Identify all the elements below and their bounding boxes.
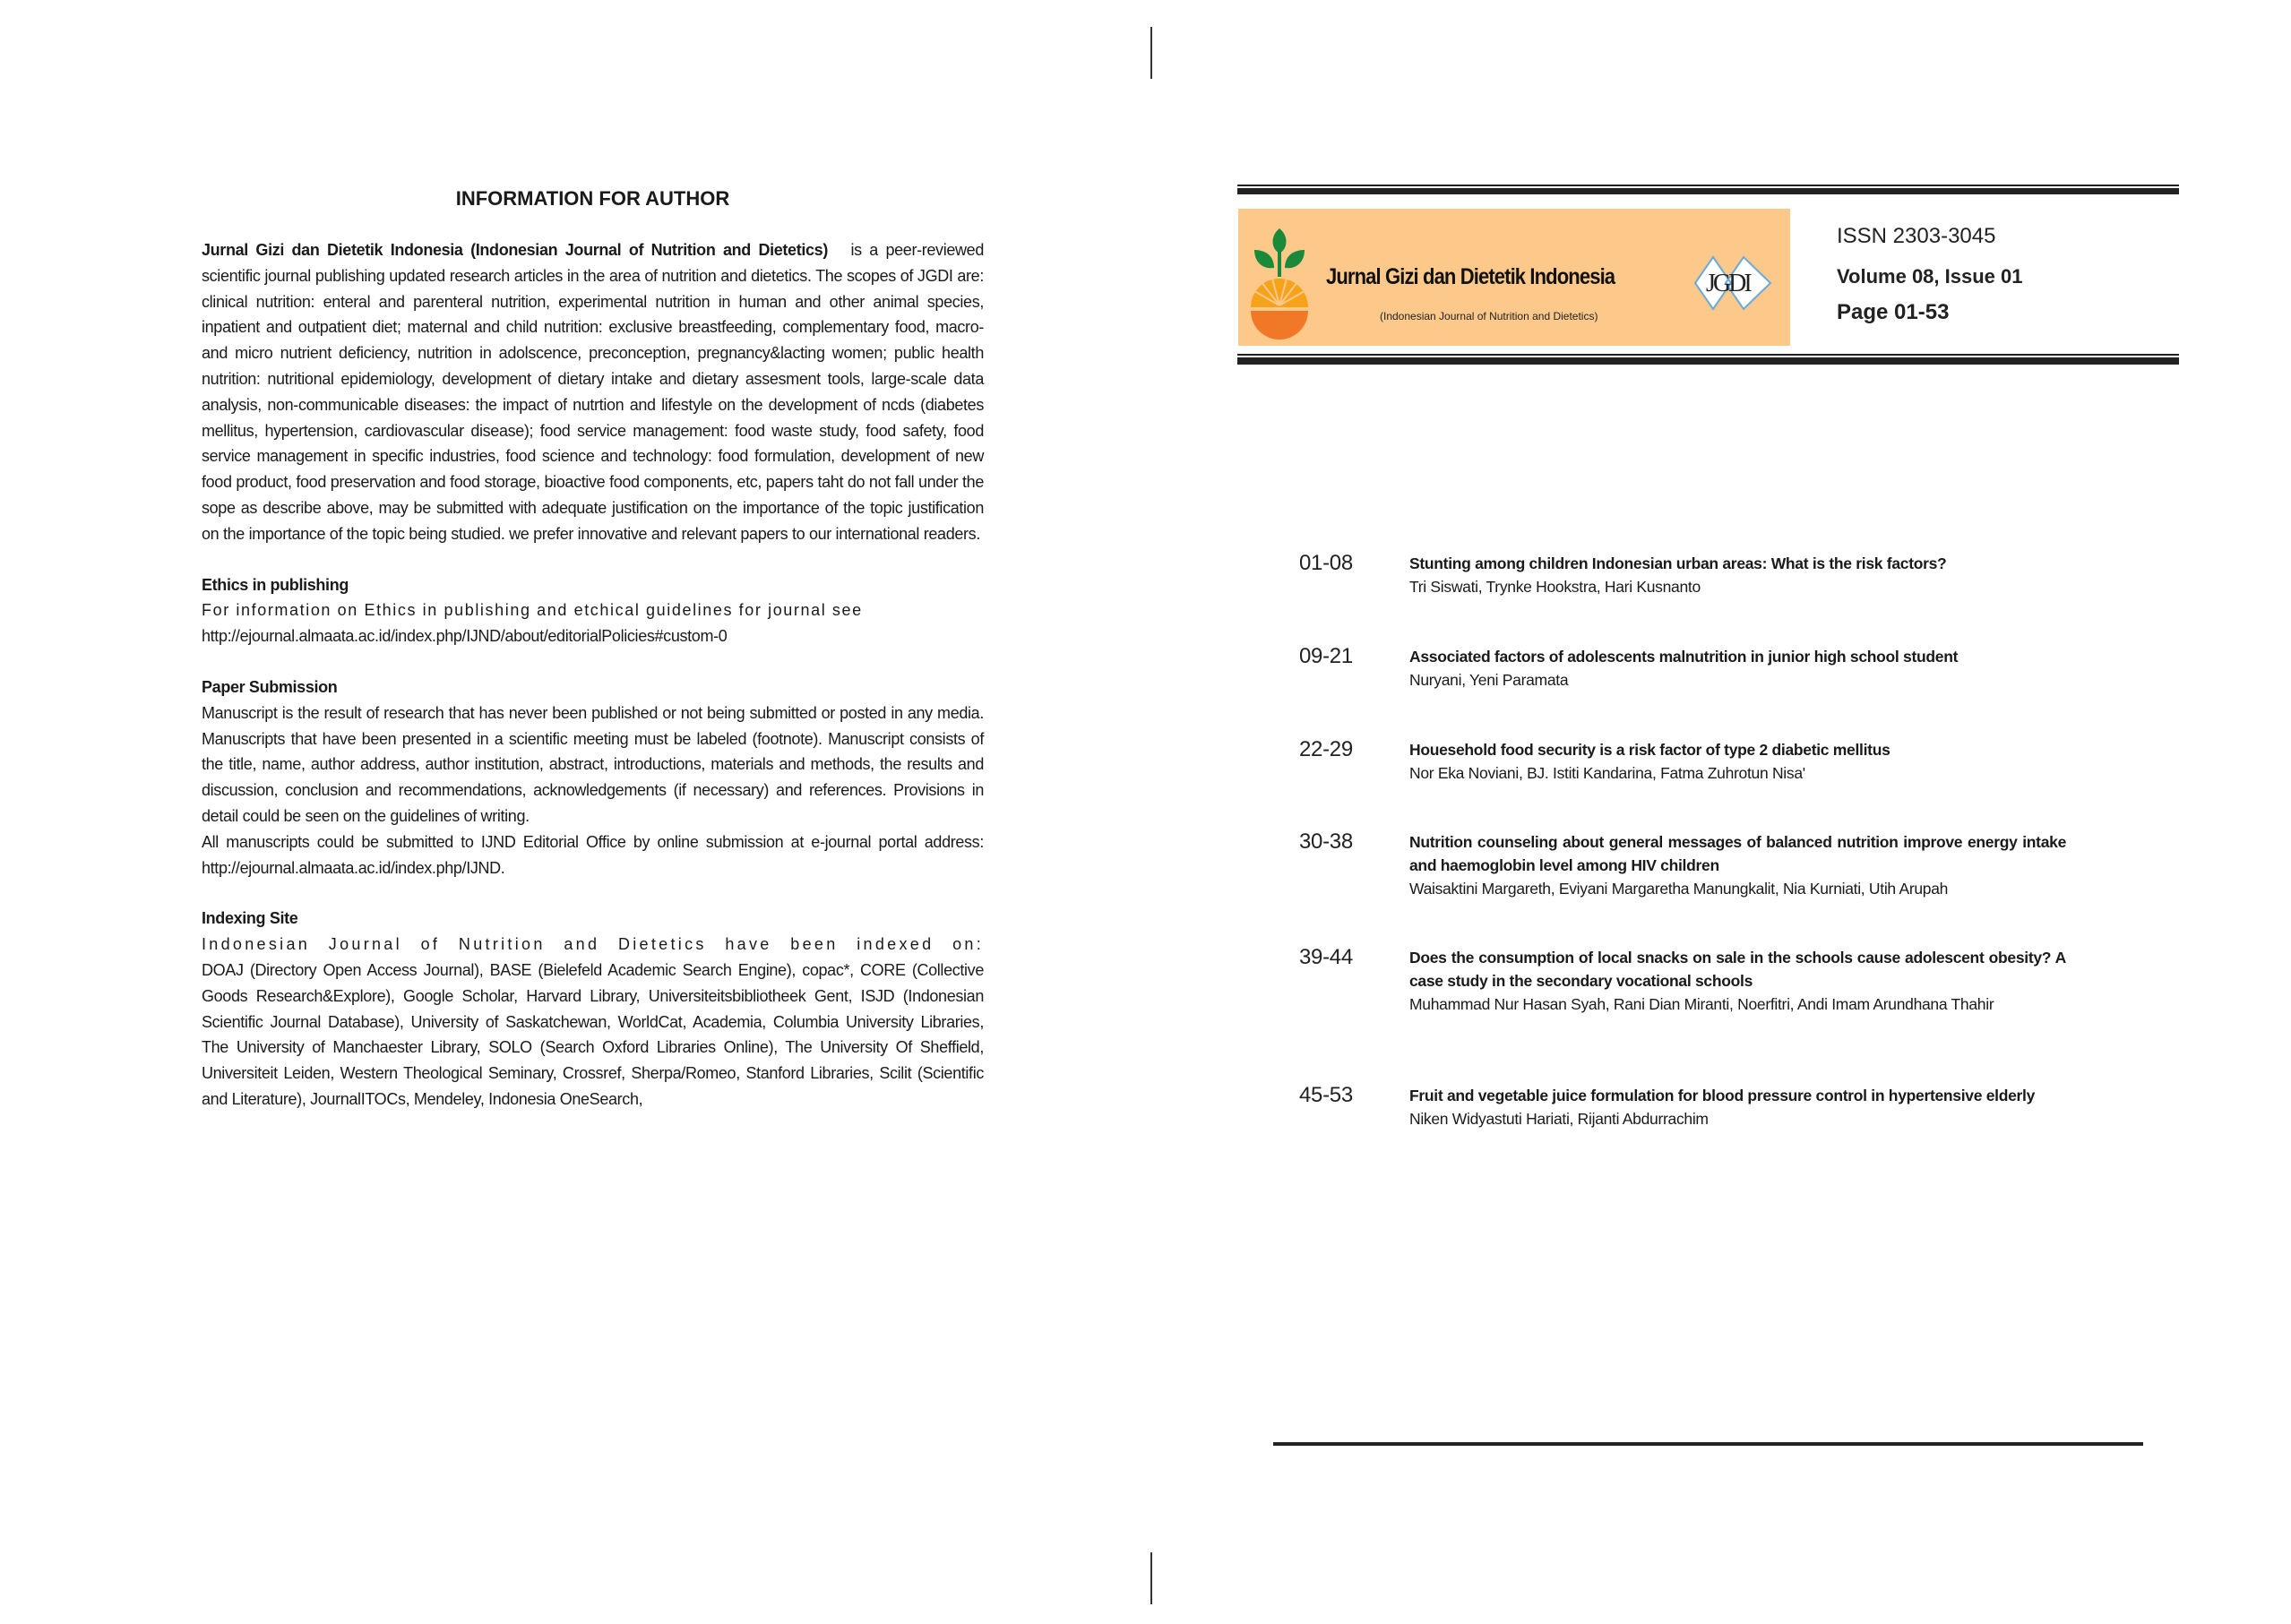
journal-name: Jurnal Gizi dan Dietetik Indonesia (Indonesian Journal of Nutrition and Dietetics) xyxy=(202,241,828,259)
toc-title[interactable]: Associated factors of adolescents malnutrition in junior high school student xyxy=(1409,648,1959,666)
volume-issue: Volume 08, Issue 01 xyxy=(1837,265,2023,288)
submission-text: Manuscript is the result of research that has never been published or not being submitted or posted in any media. Manuscripts that have been presented in a scientific meeting must be labeled (footnote). Manuscript consists of the title, name, author address, author institution, abstract, introductions, materials and methods, the results and discussion, conclusion and recommendations, acknowledgements (if necessary) and references. Provisions in detail could be seen on the guidelines of writing. xyxy=(202,703,984,825)
toc-pages: 09-21 xyxy=(1299,644,1353,668)
toc-title[interactable]: Houesehold food security is a risk factor of type 2 diabetic mellitus xyxy=(1409,741,1891,759)
toc-title[interactable]: Nutrition counseling about general messages of balanced nutrition improve energy intake and haemoglobin level among HIV children xyxy=(1409,833,2066,874)
toc-pages: 45-53 xyxy=(1299,1083,1353,1107)
header-rule-bottom-thick xyxy=(1237,357,2179,365)
issn: ISSN 2303-3045 xyxy=(1837,224,1996,248)
page-title: INFORMATION FOR AUTHOR xyxy=(455,187,730,210)
toc-authors: Waisaktini Margareth, Eviyani Margaretha Manungkalit, Nia Kurniati, Utih Arupah xyxy=(1409,880,1949,898)
intro-paragraph xyxy=(202,237,984,547)
indexing-text: DOAJ (Directory Open Access Journal), BASE (Bielefeld Academic Search Engine), copac*, CORE (Collective Goods Research&Explore), Google Scholar, Harvard Library, Universiteitsbibliotheek Gent, ISJD (Indonesian Scientific Journal Database), University of Saskatchewan, WorldCat, Academia, Columbia University Libraries, The University of Manchaester Library, SOLO (Search Oxford Libraries Online), The University Of Sheffield, Universiteit Leiden, Western Theological Seminary, Crossref, Sherpa/Romeo, Stanford Libraries, Scilit (Scientific and Literature), JournalITOCs, Mendeley, Indonesia OneSearch, xyxy=(202,960,984,1108)
ethics-url[interactable]: http://ejournal.almaata.ac.id/index.php/IJND/about/editorialPolicies#custom-0 xyxy=(202,627,728,646)
toc-pages: 30-38 xyxy=(1299,829,1353,854)
toc-title[interactable]: Fruit and vegetable juice formulation for blood pressure control in hypertensive elderly xyxy=(1409,1087,2036,1104)
toc-authors: Nuryani, Yeni Paramata xyxy=(1409,671,1569,689)
submission-heading: Paper Submission xyxy=(202,677,338,696)
indexing-lead: Indonesian Journal of Nutrition and Dietetics have been indexed on: xyxy=(202,935,984,954)
journal-logo-icon xyxy=(1247,225,1319,339)
toc-authors: Nor Eka Noviani, BJ. Istiti Kandarina, Fatma Zuhrotun Nisa' xyxy=(1409,764,1805,782)
toc-pages: 22-29 xyxy=(1299,737,1353,761)
header-rule-top-thin xyxy=(1237,185,2179,186)
indexing-heading: Indexing Site xyxy=(202,909,298,928)
toc-pages: 01-08 xyxy=(1299,551,1353,575)
toc-authors: Muhammad Nur Hasan Syah, Rani Dian Miranti, Noerfitri, Andi Imam Arundhana Thahir xyxy=(1409,995,1994,1013)
toc-title[interactable]: Stunting among children Indonesian urban areas: What is the risk factors? xyxy=(1409,554,1947,572)
toc-entry[interactable] xyxy=(1299,552,2066,598)
submission-text-2: All manuscripts could be submitted to IJND Editorial Office by online submission at e-journal portal address: http://ejournal.almaata.ac.id/index.php/IJND. xyxy=(202,832,984,877)
jgdi-logo-badge xyxy=(1686,253,1776,313)
ethics-heading: Ethics in publishing xyxy=(202,575,349,594)
page-range: Page 01-53 xyxy=(1837,300,1950,324)
intro-text: is a peer-reviewed scientific journal publishing updated research articles in the area of nutrition and dietetics. The scopes of JGDI are: clinical nutrition: enteral and parenteral nutrition, experimental nutrition in human and other animal species, inpatient and outpatient diet; maternal and child nutrition: exclusive breastfeeding, complementary food, macro-and micro nutrient deficiency, nutrition in adolscence, preconception, pregnancy&lacting women; public health nutrition: nutritional epidemiology, development of dietary intake and dietary assesment tools, large-scale data analysis, non-communicable diseases: the impact of nutrtion and lifestyle on the development of ncds (diabetes mellitus, hypertension, cardiovascular disease); food service management: food waste study, food safety, food service management in specific industries, food science and technology: food formulation, development of new food product, food preservation and food storage, bioactive food components, etc, papers taht do not fall under the sope as describe above, may be submitted with adequate justification on the importance of the topic justification on the importance of the topic being studied. we prefer innovative and relevant papers to our international readers. xyxy=(202,241,984,543)
banner-journal-name: Jurnal Gizi dan Dietetik Indonesia xyxy=(1326,264,1615,289)
spine-mark-top xyxy=(1150,27,1152,79)
left-page xyxy=(202,184,984,1113)
spine-mark-bottom xyxy=(1150,1552,1152,1604)
toc-authors: Niken Widyastuti Hariati, Rijanti Abdurrachim xyxy=(1409,1110,1709,1128)
toc-entry[interactable] xyxy=(1299,645,2066,692)
header-rule-top-thick xyxy=(1237,188,2179,194)
banner-subtitle: (Indonesian Journal of Nutrition and Dietetics) xyxy=(1380,310,1598,322)
toc-entry[interactable] xyxy=(1299,738,2066,785)
logo-text: JGDI xyxy=(1706,270,1750,297)
toc-pages: 39-44 xyxy=(1299,945,1353,969)
footer-rule xyxy=(1273,1442,2143,1446)
toc-entry[interactable] xyxy=(1299,946,2066,1016)
toc-authors: Tri Siswati, Trynke Hookstra, Hari Kusnanto xyxy=(1409,578,1701,596)
toc-entry[interactable] xyxy=(1299,830,2066,900)
toc-entry[interactable] xyxy=(1299,1084,2066,1130)
toc-title[interactable]: Does the consumption of local snacks on sale in the schools cause adolescent obesity? A case study in the secondary vocational schools xyxy=(1409,949,2066,990)
ethics-text: For information on Ethics in publishing and etchical guidelines for journal see http://ejournal.almaata.ac.id/index.php/IJND/about/editorialPolicies#custom-0 xyxy=(202,601,863,646)
header-rule-bottom-thin xyxy=(1237,354,2179,356)
journal-banner xyxy=(1238,209,1790,346)
